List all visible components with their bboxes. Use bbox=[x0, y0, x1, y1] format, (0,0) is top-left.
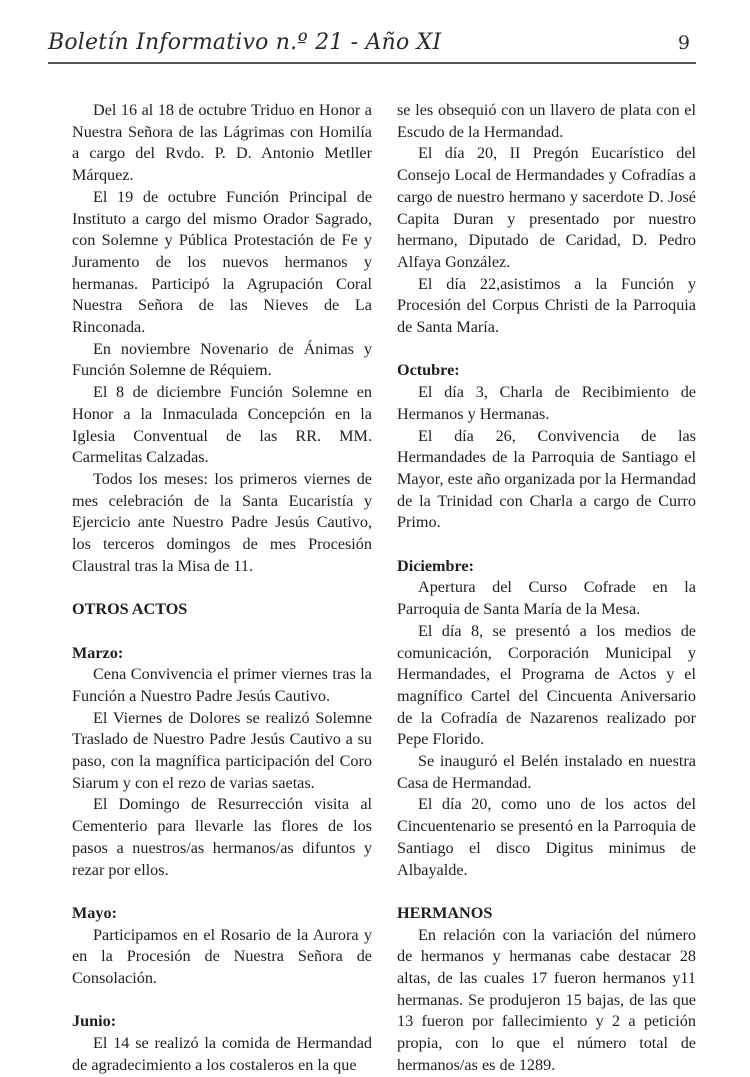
spacer bbox=[72, 990, 372, 1012]
month-heading-junio: Junio: bbox=[72, 1012, 117, 1031]
paragraph-marzo-resurreccion: El Domingo de Resurrección visita al Cementerio para llevarle las flores de los pasos a nuestros/as hermanos/as difuntos y rezar por ellos. bbox=[72, 795, 372, 879]
paragraph-octubre-charla: El día 3, Charla de Recibimiento de Hermanos y Hermanas. bbox=[397, 383, 696, 423]
paragraph-noviembre: En noviembre Novenario de Ánimas y Función Solemne de Réquiem. bbox=[72, 339, 372, 380]
spacer bbox=[72, 577, 372, 599]
paragraph-hermanos-estadisticas: En relación con la variación del número de hermanos y hermanas cabe destacar 28 altas, de las cuales 17 fueron hermanos y11 hermanas. Se produjeron 15 bajas, de las que 13 fueron por fallecimiento y 2 a petición propia, con lo que el número total de hermanos/as es de 1289. bbox=[397, 925, 696, 1074]
paragraph-triduo: Del 16 al 18 de octubre Triduo en Honor a Nuestra Señora de las Lágrimas con Homilía a cargo del Rvdo. P. D. Antonio Metller Márquez. bbox=[72, 101, 372, 185]
month-heading-diciembre: Diciembre: bbox=[397, 556, 475, 575]
month-heading-octubre: Octubre: bbox=[397, 361, 460, 380]
paragraph-marzo-viernes-dolores: El Viernes de Dolores se realizó Solemne Traslado de Nuestro Padre Jesús Cautivo a su paso, con la magnífica participación del Coro Siarum y con el rezo de varias saetas. bbox=[72, 708, 372, 792]
paragraph-inmaculada: El 8 de diciembre Función Solemne en Honor a la Inmaculada Concepción en la Iglesia Conventual de las RR. MM. Carmelitas Calzadas. bbox=[72, 383, 372, 467]
paragraph-marzo-cena: Cena Convivencia el primer viernes tras la Función a Nuestro Padre Jesús Cautivo. bbox=[72, 665, 372, 705]
paragraph-corpus-christi: El día 22,asistimos a la Función y Procesión del Corpus Christi de la Parroquia de Santa María. bbox=[397, 274, 696, 337]
page-number: 9 bbox=[677, 32, 690, 54]
publication-title: Boletín Informativo n.º 21 - Año XI bbox=[48, 30, 442, 55]
spacer bbox=[397, 339, 696, 361]
section-heading-hermanos: HERMANOS bbox=[397, 903, 493, 922]
paragraph-mayo-rosario: Participamos en el Rosario de la Aurora y en la Procesión de Nuestra Señora de Consolación. bbox=[72, 925, 372, 988]
spacer bbox=[397, 534, 696, 556]
right-column bbox=[397, 100, 696, 1077]
paragraph-diciembre-belen: Se inauguró el Belén instalado en nuestra Casa de Hermandad. bbox=[397, 752, 696, 792]
paragraph-diciembre-curso-cofrade: Apertura del Curso Cofrade en la Parroquia de Santa María de la Mesa. bbox=[397, 578, 696, 619]
month-heading-mayo: Mayo: bbox=[72, 903, 117, 922]
paragraph-junio-continuation: se les obsequió con un llavero de plata con el Escudo de la Hermandad. bbox=[397, 101, 696, 141]
paragraph-pregon-eucaristico: El día 20, II Pregón Eucarístico del Consejo Local de Hermandades y Cofradías a cargo de nuestro hermano y sacerdote D. José Capita Duran y presentado por nuestro hermano, Diputado de Caridad, D. Pedro Alfaya González. bbox=[397, 144, 696, 271]
spacer bbox=[397, 881, 696, 903]
paragraph-funcion-principal: El 19 de octubre Función Principal de Instituto a cargo del mismo Orador Sagrado, con Solemne y Pública Protestación de Fe y Juramento de los nuevos hermanos y hermanas. Participó la Agrupación Coral Nuestra Señora de las Nieves de La Rinconada. bbox=[72, 187, 372, 337]
paragraph-junio-comida: El 14 se realizó la comida de Hermandad de agradecimiento a los costaleros en la que bbox=[72, 1034, 372, 1074]
spacer bbox=[72, 881, 372, 903]
left-column bbox=[72, 100, 372, 1077]
paragraph-diciembre-cartel: El día 8, se presentó a los medios de comunicación, Corporación Municipal y Hermandades, el Programa de Actos y el magnífico Cartel del Cincuenta Aniversario de la Cofradía de Nazarenos realizado por Pepe Florido. bbox=[397, 621, 696, 749]
spacer bbox=[72, 621, 372, 643]
section-heading-otros-actos: OTROS ACTOS bbox=[72, 600, 188, 619]
paragraph-diciembre-disco: El día 20, como uno de los actos del Cincuentenario se presentó en la Parroquia de Santiago el disco Digitus minimus de Albayalde. bbox=[397, 795, 696, 879]
paragraph-todos-los-meses: Todos los meses: los primeros viernes de mes celebración de la Santa Eucaristía y Ejercicio ante Nuestro Padre Jesús Cautivo, los terceros domingos de mes Procesión Claustral tras la Misa de 11. bbox=[72, 469, 372, 575]
month-heading-marzo: Marzo: bbox=[72, 643, 124, 662]
paragraph-octubre-convivencia: El día 26, Convivencia de las Hermandades de la Parroquia de Santiago el Mayor, este año organizada por la Hermandad de la Trinidad con Charla a cargo de Curro Primo. bbox=[397, 426, 696, 532]
running-header bbox=[48, 26, 696, 64]
